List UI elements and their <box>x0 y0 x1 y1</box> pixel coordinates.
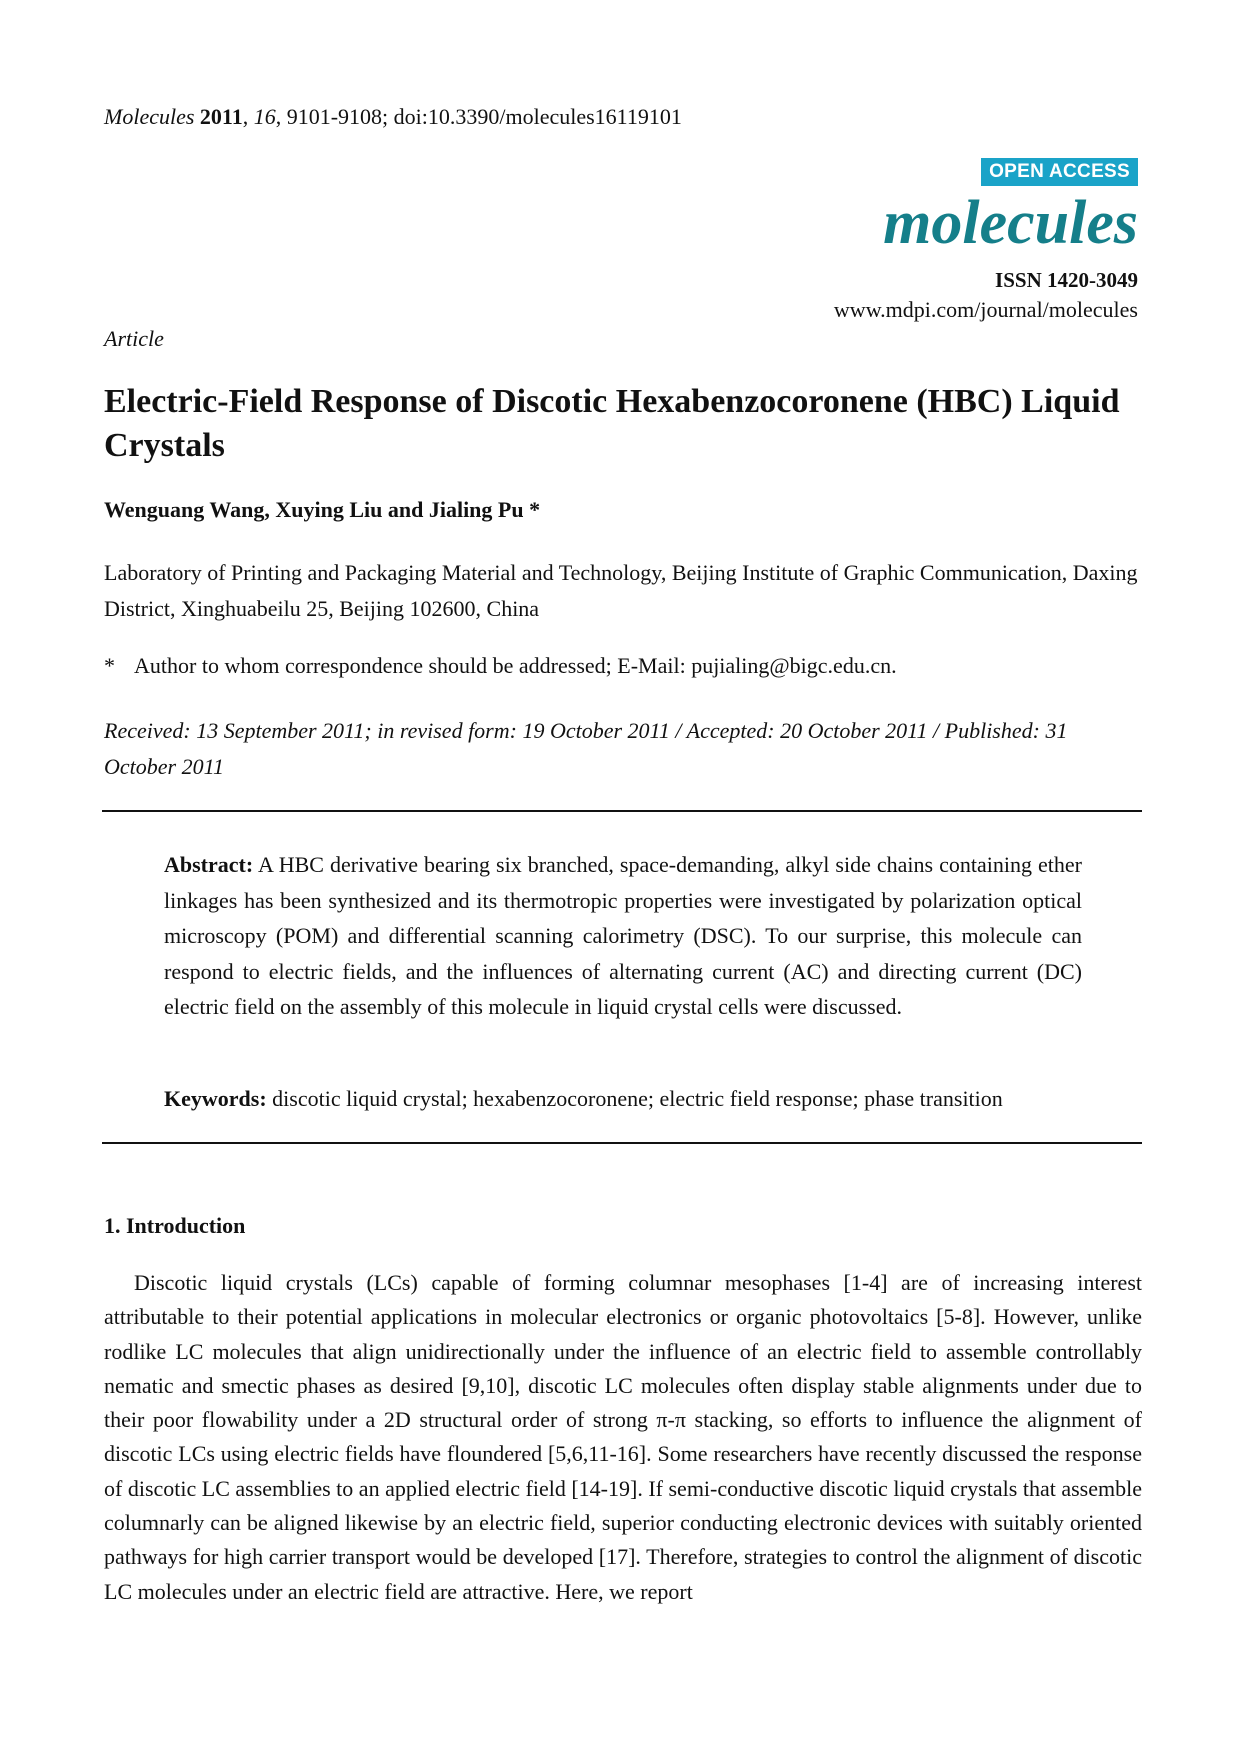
publication-dates: Received: 13 September 2011; in revised form: 19 October 2011 / Accepted: 20 October 2011 / Published: 31 October 2011 <box>104 718 1068 779</box>
affiliation: Laboratory of Printing and Packaging Material and Technology, Beijing Institute of Graphic Communication, Daxing District, Xinghuabeilu 25, Beijing 102600, China <box>104 560 1138 621</box>
citation-line: Molecules 2011, 16, 9101-9108; doi:10.3390/molecules16119101 <box>104 104 682 129</box>
section-heading: 1. Introduction <box>104 1213 246 1238</box>
issn: ISSN 1420-3049 <box>995 268 1138 292</box>
authors: Wenguang Wang, Xuying Liu and Jialing Pu * <box>104 497 541 522</box>
keywords-text: discotic liquid crystal; hexabenzocoronene; electric field response; phase transition <box>272 1086 1003 1111</box>
citation-rest: , 9101-9108; doi:10.3390/molecules16119101 <box>275 104 682 129</box>
journal-logo: molecules <box>883 189 1138 257</box>
correspondence-text: Author to whom correspondence should be addressed; E-Mail: pujialing@bigc.edu.cn. <box>134 653 897 678</box>
open-access-badge: OPEN ACCESS <box>981 158 1138 186</box>
journal-name: Molecules <box>104 104 195 129</box>
abstract-text: A HBC derivative bearing six branched, space-demanding, alkyl side chains containing ether linkages has been synthesized and its thermotropic properties were investigated by polarization optical microscopy (POM) and differential scanning calorimetry (DSC). To our surprise, this molecule can respond to electric fields, and the influences of alternating current (AC) and directing current (DC) electric field on the assembly of this molecule in liquid crystal cells were discussed. <box>164 852 1082 1019</box>
article-type: Article <box>104 326 164 351</box>
correspondence <box>104 653 1144 679</box>
top-divider <box>102 810 1142 812</box>
paper-title: Electric-Field Response of Discotic Hexabenzocoronene (HBC) Liquid Crystals <box>104 383 1120 464</box>
abstract-label: Abstract: <box>164 852 254 877</box>
journal-volume: 16 <box>253 104 276 129</box>
keywords <box>164 1086 1104 1112</box>
journal-website[interactable]: www.mdpi.com/journal/molecules <box>833 297 1138 322</box>
correspondence-marker: * <box>104 653 115 678</box>
keywords-label: Keywords: <box>164 1086 267 1111</box>
journal-year: 2011 <box>199 104 243 129</box>
introduction-paragraph: Discotic liquid crystals (LCs) capable of forming columnar mesophases [1-4] are of increasing interest attributable to their potential applications in molecular electronics or organic photovoltaics [5-8]. However, unlike rodlike LC molecules that align unidirectionally under the influence of an electric field to assemble controllably nematic and smectic phases as desired [9,10], discotic LC molecules often display stable alignments under due to their poor flowability under a 2D structural order of strong π-π stacking, so efforts to influence the alignment of discotic LCs using electric fields have floundered [5,6,11-16]. Some researchers have recently discussed the response of discotic LC assemblies to an applied electric field [14-19]. If semi-conductive discotic liquid crystals that assemble columnarly can be aligned likewise by an electric field, superior conducting electronic devices with suitably oriented pathways for high carrier transport would be developed [17]. Therefore, strategies to control the alignment of discotic LC molecules under an electric field are attractive. Here, we report <box>104 1270 1142 1604</box>
bottom-divider <box>102 1142 1142 1144</box>
abstract <box>164 847 1082 1025</box>
